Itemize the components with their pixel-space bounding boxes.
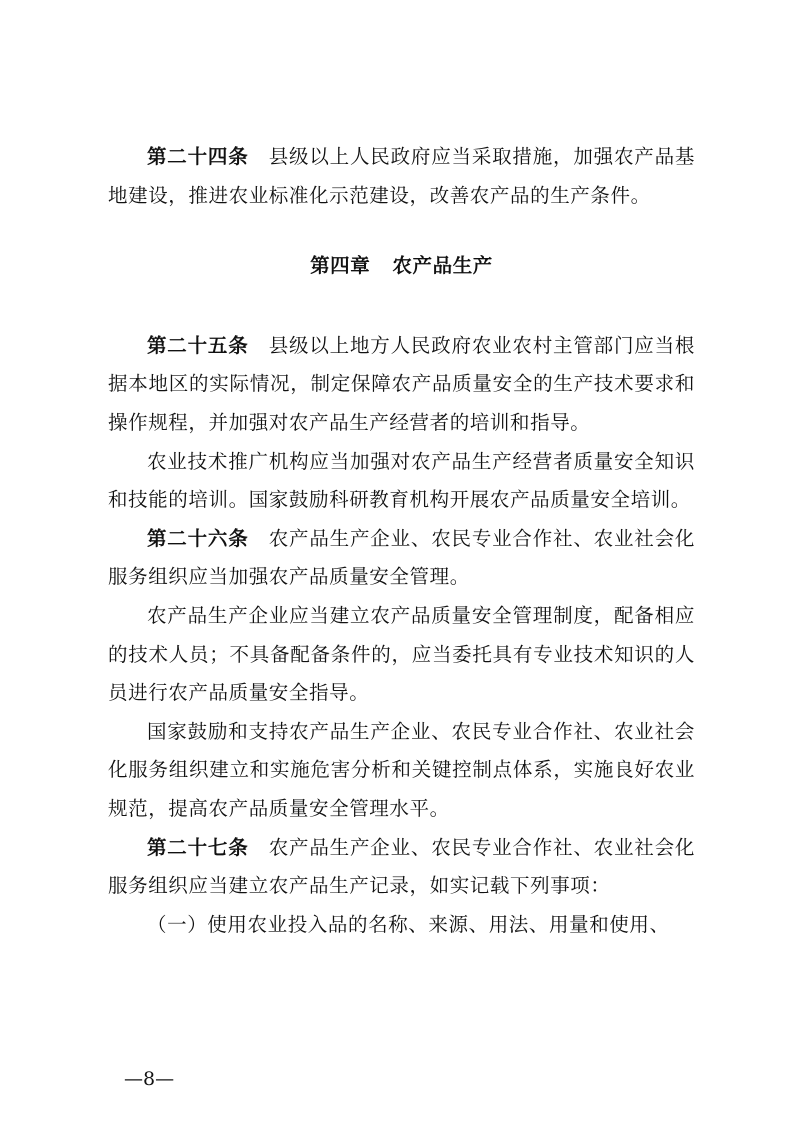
article-25-label: 第二十五条 — [147, 333, 249, 357]
article-25 — [108, 327, 695, 443]
article-25-paragraph-2: 农业技术推广机构应当加强对农产品生产经营者质量安全知识和技能的培训。国家鼓励科研教育机构开展农产品质量安全培训。 — [108, 449, 695, 512]
article-27-text: 农产品生产企业、农民专业合作社、农业社会化服务组织应当建立农产品生产记录，如实记载下列事项： — [108, 835, 695, 898]
chapter-heading — [108, 247, 695, 286]
article-27 — [108, 829, 695, 906]
article-24-label: 第二十四条 — [147, 145, 249, 168]
article-27-item-1: （一）使用农业投入品的名称、来源、用法、用量和使用、 — [147, 912, 670, 936]
article-26-paragraph-2: 农产品生产企业应当建立农产品质量安全管理制度，配备相应的技术人员；不具备配备条件的，应当委托具有专业技术知识的人员进行农产品质量安全指导。 — [108, 603, 695, 705]
article-24-text: 县级以上人民政府应当采取措施，加强农产品基地建设，推进农业标准化示范建设，改善农产品的生产条件。 — [108, 145, 695, 207]
document-page — [108, 138, 695, 944]
article-27-label: 第二十七条 — [147, 835, 249, 859]
chapter-number: 第四章 — [310, 254, 371, 278]
article-24 — [108, 138, 695, 215]
article-26-text: 农产品生产企业、农民专业合作社、农业社会化服务组织应当加强农产品质量安全管理。 — [108, 526, 695, 589]
article-26 — [108, 520, 695, 597]
article-25-text: 县级以上地方人民政府农业农村主管部门应当根据本地区的实际情况，制定保障农产品质量安全的生产技术要求和操作规程，并加强对农产品生产经营者的培训和指导。 — [108, 333, 695, 434]
article-26-paragraph-3: 国家鼓励和支持农产品生产企业、农民专业合作社、农业社会化服务组织建立和实施危害分析和关键控制点体系，实施良好农业规范，提高农产品质量安全管理水平。 — [108, 719, 695, 820]
chapter-title: 农产品生产 — [392, 254, 493, 278]
page-number: —8— — [124, 1068, 175, 1090]
article-26-label: 第二十六条 — [147, 526, 249, 550]
